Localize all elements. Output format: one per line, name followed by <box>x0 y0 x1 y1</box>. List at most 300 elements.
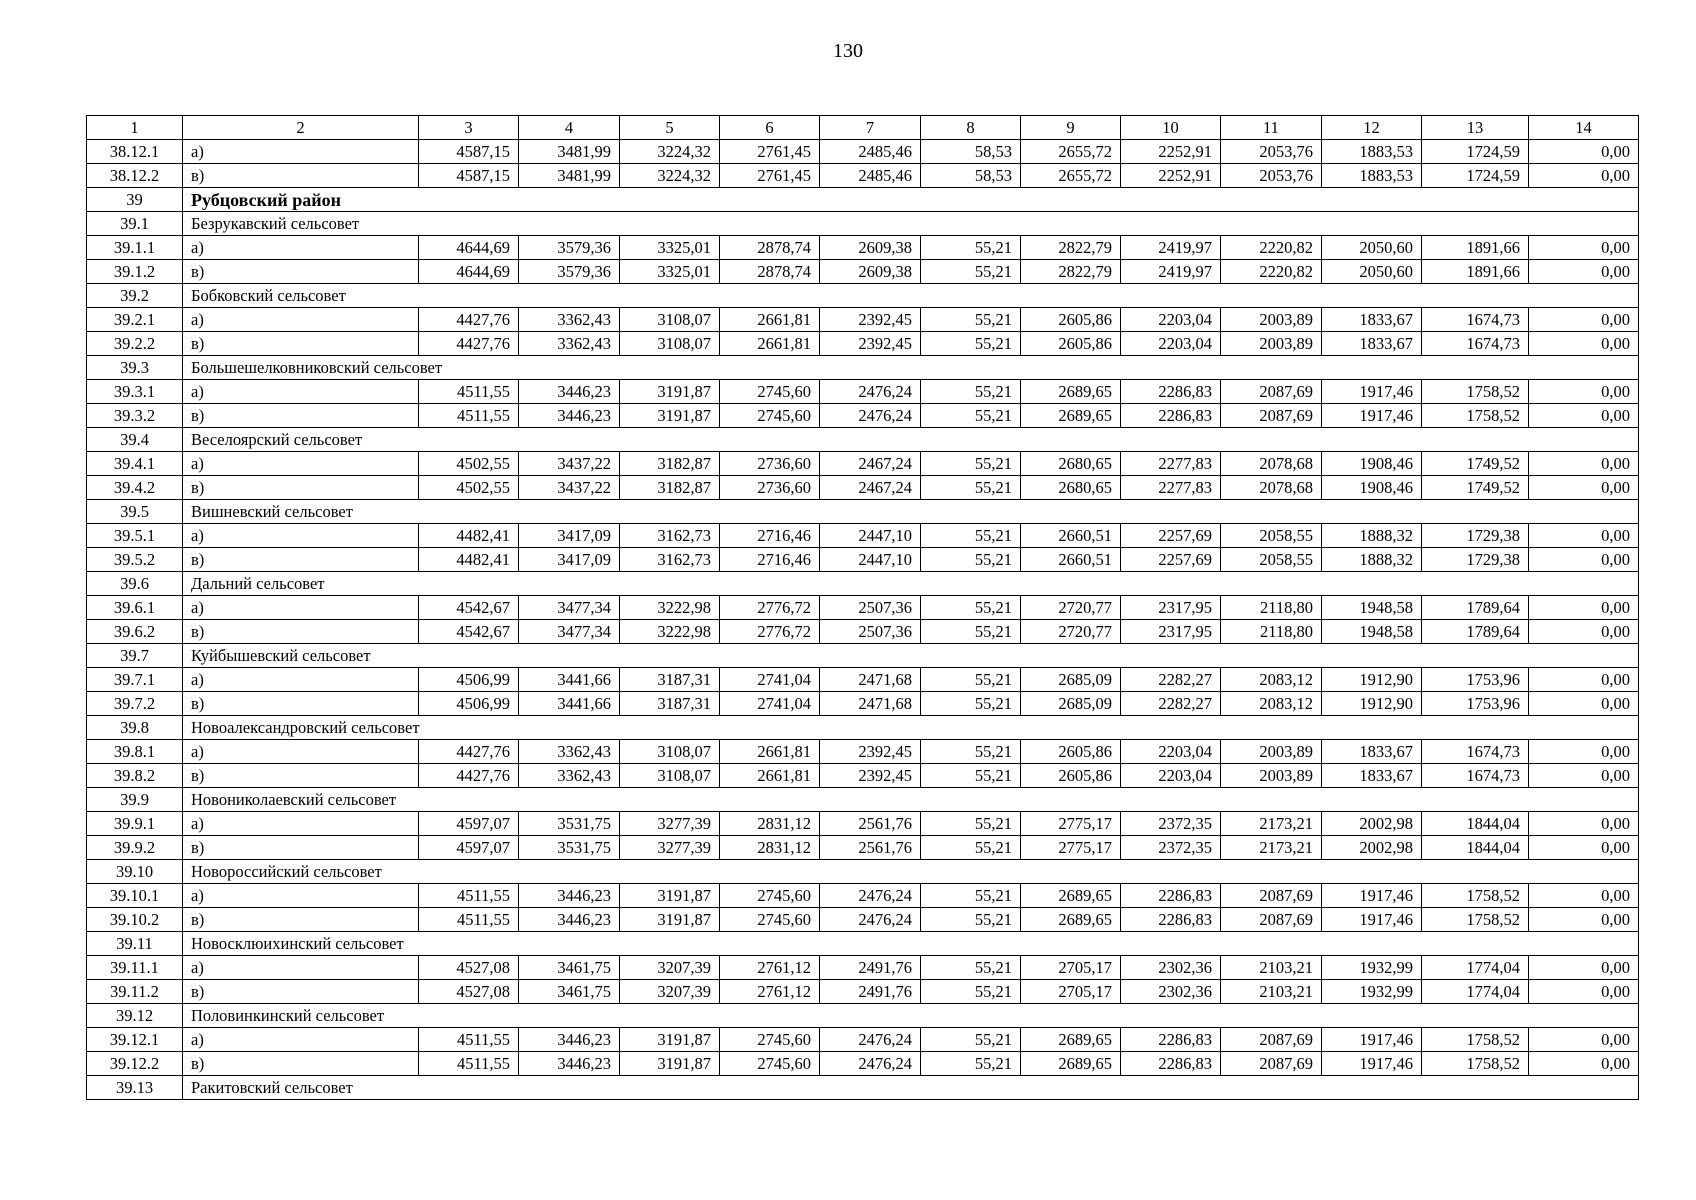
cell-col-10: 2317,95 <box>1121 596 1221 620</box>
cell-col-14: 0,00 <box>1529 764 1639 788</box>
table-row <box>87 1052 1639 1076</box>
cell-col-6: 2661,81 <box>720 332 820 356</box>
row-label: в) <box>183 980 419 1004</box>
table-row <box>87 452 1639 476</box>
group-name: Куйбышевский сельсовет <box>183 644 1639 668</box>
cell-col-7: 2561,76 <box>820 812 921 836</box>
table-row <box>87 596 1639 620</box>
row-label: в) <box>183 908 419 932</box>
row-label: а) <box>183 524 419 548</box>
cell-col-13: 1753,96 <box>1422 692 1529 716</box>
cell-col-13: 1674,73 <box>1422 740 1529 764</box>
group-row <box>87 284 1639 308</box>
row-number: 39.8.2 <box>87 764 183 788</box>
group-name: Новороссийский сельсовет <box>183 860 1639 884</box>
cell-col-3: 4542,67 <box>419 620 519 644</box>
cell-col-13: 1749,52 <box>1422 476 1529 500</box>
cell-col-3: 4511,55 <box>419 908 519 932</box>
cell-col-9: 2822,79 <box>1021 260 1121 284</box>
cell-col-13: 1789,64 <box>1422 596 1529 620</box>
cell-col-9: 2689,65 <box>1021 380 1121 404</box>
header-col-2: 2 <box>183 116 419 140</box>
cell-col-8: 55,21 <box>921 404 1021 428</box>
cell-col-6: 2831,12 <box>720 836 820 860</box>
cell-col-14: 0,00 <box>1529 260 1639 284</box>
cell-col-8: 55,21 <box>921 740 1021 764</box>
cell-col-4: 3362,43 <box>519 764 620 788</box>
group-row <box>87 716 1639 740</box>
cell-col-8: 55,21 <box>921 476 1021 500</box>
cell-col-4: 3531,75 <box>519 812 620 836</box>
cell-col-13: 1729,38 <box>1422 524 1529 548</box>
row-number: 39.10.2 <box>87 908 183 932</box>
cell-col-7: 2447,10 <box>820 524 921 548</box>
cell-col-12: 1917,46 <box>1322 380 1422 404</box>
row-number: 39.7 <box>87 644 183 668</box>
group-name: Веселоярский сельсовет <box>183 428 1639 452</box>
cell-col-10: 2286,83 <box>1121 404 1221 428</box>
cell-col-4: 3446,23 <box>519 404 620 428</box>
table-row <box>87 764 1639 788</box>
cell-col-10: 2286,83 <box>1121 380 1221 404</box>
cell-col-4: 3446,23 <box>519 1028 620 1052</box>
cell-col-11: 2083,12 <box>1221 692 1322 716</box>
cell-col-7: 2471,68 <box>820 692 921 716</box>
row-number: 39.12.2 <box>87 1052 183 1076</box>
header-row <box>87 116 1639 140</box>
row-label: в) <box>183 476 419 500</box>
row-label: а) <box>183 740 419 764</box>
cell-col-7: 2507,36 <box>820 620 921 644</box>
cell-col-6: 2745,60 <box>720 1028 820 1052</box>
row-number: 39.10.1 <box>87 884 183 908</box>
cell-col-5: 3187,31 <box>620 692 720 716</box>
row-number: 39.3.1 <box>87 380 183 404</box>
cell-col-10: 2252,91 <box>1121 140 1221 164</box>
cell-col-11: 2003,89 <box>1221 332 1322 356</box>
cell-col-12: 2002,98 <box>1322 812 1422 836</box>
cell-col-4: 3461,75 <box>519 956 620 980</box>
row-number: 39.1.1 <box>87 236 183 260</box>
row-number: 39.5 <box>87 500 183 524</box>
cell-col-12: 1912,90 <box>1322 668 1422 692</box>
cell-col-4: 3446,23 <box>519 380 620 404</box>
table-row <box>87 740 1639 764</box>
cell-col-8: 55,21 <box>921 524 1021 548</box>
row-label: а) <box>183 668 419 692</box>
header-col-11: 11 <box>1221 116 1322 140</box>
cell-col-10: 2203,04 <box>1121 740 1221 764</box>
cell-col-3: 4511,55 <box>419 1028 519 1052</box>
group-name: Новоалександровский сельсовет <box>183 716 1639 740</box>
cell-col-3: 4427,76 <box>419 740 519 764</box>
cell-col-3: 4511,55 <box>419 380 519 404</box>
cell-col-5: 3207,39 <box>620 980 720 1004</box>
cell-col-11: 2103,21 <box>1221 956 1322 980</box>
table-body <box>87 140 1639 1100</box>
cell-col-4: 3531,75 <box>519 836 620 860</box>
table-row <box>87 476 1639 500</box>
cell-col-10: 2372,35 <box>1121 812 1221 836</box>
cell-col-10: 2286,83 <box>1121 1052 1221 1076</box>
cell-col-12: 1948,58 <box>1322 596 1422 620</box>
cell-col-8: 55,21 <box>921 596 1021 620</box>
cell-col-10: 2252,91 <box>1121 164 1221 188</box>
row-number: 39 <box>87 188 183 212</box>
row-label: а) <box>183 308 419 332</box>
cell-col-12: 1917,46 <box>1322 908 1422 932</box>
group-row <box>87 932 1639 956</box>
cell-col-13: 1774,04 <box>1422 956 1529 980</box>
header-col-14: 14 <box>1529 116 1639 140</box>
cell-col-9: 2655,72 <box>1021 164 1121 188</box>
row-number: 39.2 <box>87 284 183 308</box>
cell-col-13: 1789,64 <box>1422 620 1529 644</box>
cell-col-6: 2831,12 <box>720 812 820 836</box>
cell-col-12: 2050,60 <box>1322 236 1422 260</box>
group-name: Половинкинский сельсовет <box>183 1004 1639 1028</box>
cell-col-6: 2761,12 <box>720 980 820 1004</box>
cell-col-14: 0,00 <box>1529 692 1639 716</box>
header-col-10: 10 <box>1121 116 1221 140</box>
cell-col-9: 2689,65 <box>1021 908 1121 932</box>
cell-col-9: 2685,09 <box>1021 668 1121 692</box>
cell-col-13: 1758,52 <box>1422 1028 1529 1052</box>
tariff-table <box>86 115 1639 1100</box>
cell-col-11: 2003,89 <box>1221 740 1322 764</box>
cell-col-13: 1674,73 <box>1422 308 1529 332</box>
cell-col-10: 2203,04 <box>1121 764 1221 788</box>
cell-col-10: 2203,04 <box>1121 332 1221 356</box>
cell-col-14: 0,00 <box>1529 620 1639 644</box>
cell-col-3: 4587,15 <box>419 140 519 164</box>
group-row <box>87 212 1639 236</box>
cell-col-5: 3277,39 <box>620 812 720 836</box>
cell-col-3: 4506,99 <box>419 692 519 716</box>
cell-col-12: 1888,32 <box>1322 548 1422 572</box>
cell-col-13: 1758,52 <box>1422 884 1529 908</box>
cell-col-5: 3187,31 <box>620 668 720 692</box>
cell-col-6: 2661,81 <box>720 740 820 764</box>
cell-col-13: 1674,73 <box>1422 332 1529 356</box>
cell-col-13: 1844,04 <box>1422 812 1529 836</box>
cell-col-7: 2485,46 <box>820 140 921 164</box>
table-row <box>87 164 1639 188</box>
cell-col-10: 2282,27 <box>1121 668 1221 692</box>
row-number: 39.1 <box>87 212 183 236</box>
table-row <box>87 308 1639 332</box>
cell-col-8: 55,21 <box>921 236 1021 260</box>
cell-col-11: 2058,55 <box>1221 548 1322 572</box>
cell-col-9: 2605,86 <box>1021 308 1121 332</box>
row-number: 38.12.2 <box>87 164 183 188</box>
group-row <box>87 788 1639 812</box>
cell-col-14: 0,00 <box>1529 884 1639 908</box>
cell-col-8: 55,21 <box>921 956 1021 980</box>
cell-col-14: 0,00 <box>1529 404 1639 428</box>
table-row <box>87 884 1639 908</box>
cell-col-7: 2392,45 <box>820 740 921 764</box>
row-number: 39.3 <box>87 356 183 380</box>
row-label: в) <box>183 620 419 644</box>
group-row <box>87 644 1639 668</box>
cell-col-12: 1932,99 <box>1322 980 1422 1004</box>
row-number: 39.5.1 <box>87 524 183 548</box>
cell-col-8: 58,53 <box>921 140 1021 164</box>
cell-col-10: 2257,69 <box>1121 548 1221 572</box>
cell-col-7: 2392,45 <box>820 308 921 332</box>
cell-col-3: 4587,15 <box>419 164 519 188</box>
cell-col-7: 2476,24 <box>820 1028 921 1052</box>
cell-col-4: 3437,22 <box>519 476 620 500</box>
cell-col-9: 2720,77 <box>1021 596 1121 620</box>
cell-col-11: 2118,80 <box>1221 620 1322 644</box>
row-number: 39.5.2 <box>87 548 183 572</box>
cell-col-6: 2761,45 <box>720 164 820 188</box>
district-name: Рубцовский район <box>183 188 1639 212</box>
cell-col-7: 2476,24 <box>820 884 921 908</box>
cell-col-7: 2491,76 <box>820 956 921 980</box>
cell-col-6: 2745,60 <box>720 908 820 932</box>
cell-col-10: 2286,83 <box>1121 884 1221 908</box>
row-label: в) <box>183 548 419 572</box>
cell-col-14: 0,00 <box>1529 140 1639 164</box>
header-col-8: 8 <box>921 116 1021 140</box>
cell-col-4: 3579,36 <box>519 236 620 260</box>
header-col-6: 6 <box>720 116 820 140</box>
cell-col-12: 1883,53 <box>1322 140 1422 164</box>
cell-col-4: 3417,09 <box>519 524 620 548</box>
cell-col-5: 3325,01 <box>620 236 720 260</box>
cell-col-10: 2317,95 <box>1121 620 1221 644</box>
cell-col-4: 3437,22 <box>519 452 620 476</box>
cell-col-13: 1774,04 <box>1422 980 1529 1004</box>
cell-col-7: 2476,24 <box>820 1052 921 1076</box>
cell-col-11: 2003,89 <box>1221 764 1322 788</box>
cell-col-7: 2491,76 <box>820 980 921 1004</box>
cell-col-6: 2745,60 <box>720 404 820 428</box>
group-name: Ракитовский сельсовет <box>183 1076 1639 1100</box>
cell-col-7: 2485,46 <box>820 164 921 188</box>
cell-col-3: 4527,08 <box>419 980 519 1004</box>
cell-col-7: 2467,24 <box>820 476 921 500</box>
row-label: а) <box>183 380 419 404</box>
cell-col-10: 2257,69 <box>1121 524 1221 548</box>
cell-col-5: 3191,87 <box>620 908 720 932</box>
cell-col-4: 3481,99 <box>519 140 620 164</box>
table-row <box>87 668 1639 692</box>
cell-col-14: 0,00 <box>1529 452 1639 476</box>
header-col-7: 7 <box>820 116 921 140</box>
cell-col-14: 0,00 <box>1529 236 1639 260</box>
cell-col-14: 0,00 <box>1529 980 1639 1004</box>
cell-col-7: 2609,38 <box>820 236 921 260</box>
cell-col-5: 3182,87 <box>620 476 720 500</box>
row-label: в) <box>183 332 419 356</box>
cell-col-11: 2087,69 <box>1221 908 1322 932</box>
cell-col-10: 2372,35 <box>1121 836 1221 860</box>
row-number: 39.7.2 <box>87 692 183 716</box>
row-number: 39.9.1 <box>87 812 183 836</box>
cell-col-9: 2660,51 <box>1021 524 1121 548</box>
district-row <box>87 188 1639 212</box>
cell-col-3: 4506,99 <box>419 668 519 692</box>
row-number: 39.9.2 <box>87 836 183 860</box>
cell-col-3: 4527,08 <box>419 956 519 980</box>
row-number: 39.12 <box>87 1004 183 1028</box>
cell-col-6: 2741,04 <box>720 668 820 692</box>
cell-col-14: 0,00 <box>1529 332 1639 356</box>
cell-col-9: 2689,65 <box>1021 1052 1121 1076</box>
cell-col-5: 3277,39 <box>620 836 720 860</box>
group-row <box>87 356 1639 380</box>
cell-col-11: 2053,76 <box>1221 164 1322 188</box>
row-label: в) <box>183 164 419 188</box>
group-name: Новосклюихинский сельсовет <box>183 932 1639 956</box>
row-number: 39.8.1 <box>87 740 183 764</box>
table-row <box>87 980 1639 1004</box>
cell-col-10: 2419,97 <box>1121 260 1221 284</box>
cell-col-9: 2705,17 <box>1021 980 1121 1004</box>
cell-col-8: 55,21 <box>921 884 1021 908</box>
cell-col-9: 2605,86 <box>1021 764 1121 788</box>
cell-col-8: 55,21 <box>921 380 1021 404</box>
cell-col-3: 4427,76 <box>419 764 519 788</box>
group-name: Бобковский сельсовет <box>183 284 1639 308</box>
table-row <box>87 908 1639 932</box>
cell-col-7: 2467,24 <box>820 452 921 476</box>
row-number: 39.10 <box>87 860 183 884</box>
cell-col-7: 2392,45 <box>820 332 921 356</box>
cell-col-5: 3191,87 <box>620 404 720 428</box>
cell-col-11: 2053,76 <box>1221 140 1322 164</box>
cell-col-6: 2741,04 <box>720 692 820 716</box>
cell-col-5: 3108,07 <box>620 740 720 764</box>
cell-col-13: 1724,59 <box>1422 164 1529 188</box>
row-number: 39.4.1 <box>87 452 183 476</box>
group-name: Большешелковниковский сельсовет <box>183 356 1639 380</box>
cell-col-8: 55,21 <box>921 548 1021 572</box>
row-number: 39.11.1 <box>87 956 183 980</box>
row-number: 39.8 <box>87 716 183 740</box>
cell-col-11: 2103,21 <box>1221 980 1322 1004</box>
cell-col-11: 2087,69 <box>1221 404 1322 428</box>
header-col-3: 3 <box>419 116 519 140</box>
group-row <box>87 1004 1639 1028</box>
cell-col-5: 3191,87 <box>620 380 720 404</box>
group-row <box>87 572 1639 596</box>
cell-col-7: 2507,36 <box>820 596 921 620</box>
cell-col-5: 3108,07 <box>620 308 720 332</box>
cell-col-12: 2002,98 <box>1322 836 1422 860</box>
cell-col-11: 2078,68 <box>1221 476 1322 500</box>
row-number: 38.12.1 <box>87 140 183 164</box>
cell-col-9: 2720,77 <box>1021 620 1121 644</box>
group-row <box>87 1076 1639 1100</box>
cell-col-9: 2775,17 <box>1021 836 1121 860</box>
cell-col-3: 4597,07 <box>419 812 519 836</box>
cell-col-12: 1908,46 <box>1322 452 1422 476</box>
table-row <box>87 956 1639 980</box>
cell-col-11: 2220,82 <box>1221 236 1322 260</box>
row-label: а) <box>183 812 419 836</box>
group-name: Дальний сельсовет <box>183 572 1639 596</box>
cell-col-7: 2447,10 <box>820 548 921 572</box>
cell-col-13: 1758,52 <box>1422 404 1529 428</box>
cell-col-9: 2655,72 <box>1021 140 1121 164</box>
cell-col-8: 55,21 <box>921 332 1021 356</box>
row-number: 39.2.2 <box>87 332 183 356</box>
cell-col-8: 55,21 <box>921 620 1021 644</box>
cell-col-9: 2680,65 <box>1021 452 1121 476</box>
cell-col-5: 3108,07 <box>620 764 720 788</box>
cell-col-12: 2050,60 <box>1322 260 1422 284</box>
table-row <box>87 548 1639 572</box>
cell-col-14: 0,00 <box>1529 548 1639 572</box>
cell-col-13: 1758,52 <box>1422 908 1529 932</box>
cell-col-13: 1891,66 <box>1422 236 1529 260</box>
row-number: 39.3.2 <box>87 404 183 428</box>
row-label: а) <box>183 236 419 260</box>
cell-col-5: 3108,07 <box>620 332 720 356</box>
cell-col-10: 2302,36 <box>1121 956 1221 980</box>
cell-col-4: 3481,99 <box>519 164 620 188</box>
cell-col-8: 55,21 <box>921 260 1021 284</box>
cell-col-12: 1948,58 <box>1322 620 1422 644</box>
row-number: 39.6.2 <box>87 620 183 644</box>
table-row <box>87 140 1639 164</box>
row-number: 39.12.1 <box>87 1028 183 1052</box>
cell-col-9: 2689,65 <box>1021 884 1121 908</box>
cell-col-5: 3224,32 <box>620 140 720 164</box>
row-number: 39.6 <box>87 572 183 596</box>
cell-col-11: 2087,69 <box>1221 1052 1322 1076</box>
cell-col-10: 2302,36 <box>1121 980 1221 1004</box>
cell-col-6: 2776,72 <box>720 620 820 644</box>
cell-col-12: 1917,46 <box>1322 1052 1422 1076</box>
row-label: в) <box>183 1052 419 1076</box>
cell-col-9: 2680,65 <box>1021 476 1121 500</box>
cell-col-14: 0,00 <box>1529 1028 1639 1052</box>
group-name: Вишневский сельсовет <box>183 500 1639 524</box>
cell-col-6: 2761,12 <box>720 956 820 980</box>
cell-col-14: 0,00 <box>1529 596 1639 620</box>
cell-col-12: 1833,67 <box>1322 332 1422 356</box>
cell-col-8: 55,21 <box>921 692 1021 716</box>
cell-col-9: 2705,17 <box>1021 956 1121 980</box>
cell-col-10: 2286,83 <box>1121 1028 1221 1052</box>
cell-col-9: 2685,09 <box>1021 692 1121 716</box>
cell-col-9: 2605,86 <box>1021 740 1121 764</box>
cell-col-4: 3441,66 <box>519 692 620 716</box>
row-number: 39.4.2 <box>87 476 183 500</box>
table-row <box>87 836 1639 860</box>
cell-col-12: 1883,53 <box>1322 164 1422 188</box>
row-number: 39.6.1 <box>87 596 183 620</box>
cell-col-9: 2822,79 <box>1021 236 1121 260</box>
page-number: 130 <box>833 40 863 62</box>
cell-col-4: 3446,23 <box>519 908 620 932</box>
table-row <box>87 620 1639 644</box>
table-row <box>87 404 1639 428</box>
cell-col-3: 4482,41 <box>419 548 519 572</box>
cell-col-8: 55,21 <box>921 308 1021 332</box>
cell-col-8: 55,21 <box>921 908 1021 932</box>
cell-col-4: 3417,09 <box>519 548 620 572</box>
cell-col-13: 1844,04 <box>1422 836 1529 860</box>
cell-col-7: 2471,68 <box>820 668 921 692</box>
cell-col-14: 0,00 <box>1529 836 1639 860</box>
